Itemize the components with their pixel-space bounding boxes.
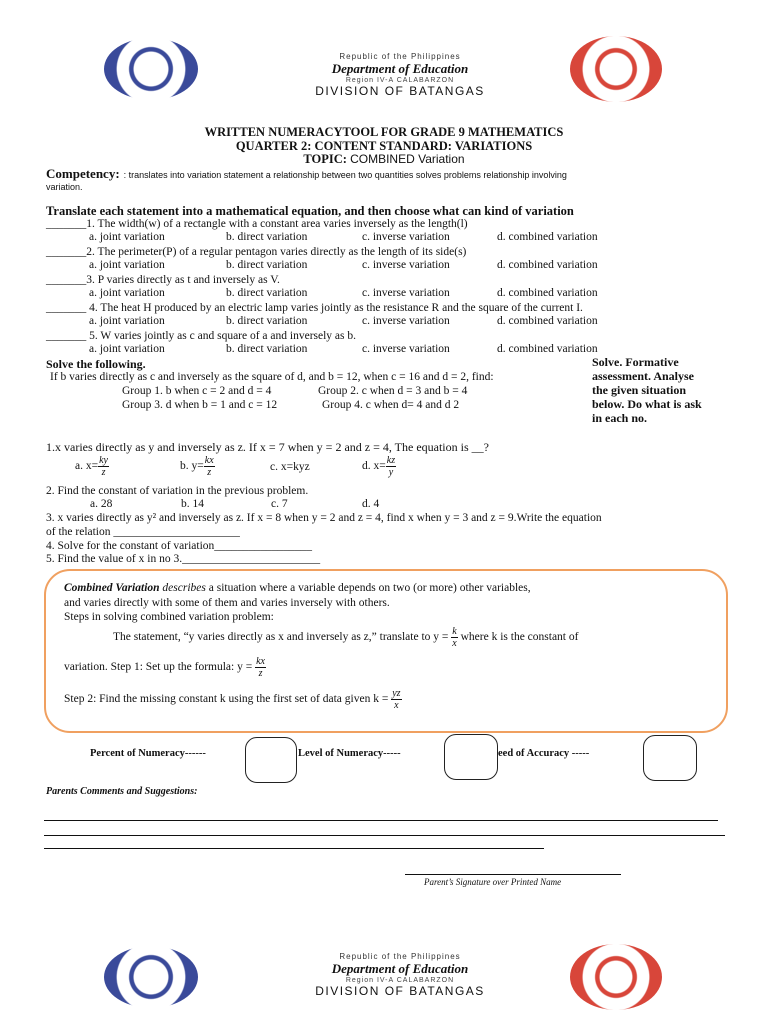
signature-line xyxy=(405,874,621,875)
competency-label: Competency: xyxy=(46,166,120,181)
part1-instruction: Translate each statement into a mathematical equation, and then choose what can kind of variation xyxy=(46,204,574,218)
solve-heading: Solve the following. xyxy=(46,357,146,371)
fraction xyxy=(98,455,109,478)
box-line-3: Steps in solving combined variation problem: xyxy=(64,611,274,623)
numerator: kx xyxy=(204,455,214,466)
numerator: kz xyxy=(386,455,396,466)
part1-option: c. inverse variation xyxy=(362,315,450,327)
q2-option-a: a. 28 xyxy=(90,498,113,510)
part1-question-3: _______3. P varies directly as t and inversely as V. xyxy=(46,274,280,286)
side-note-line: assessment. Analyse xyxy=(592,369,695,383)
comment-line-2 xyxy=(44,835,725,836)
denominator: x xyxy=(452,638,457,649)
box-line-2: and varies directly with some of them and varies inversely with others. xyxy=(64,597,390,609)
box-step2 xyxy=(64,688,402,711)
part1-option: c. inverse variation xyxy=(362,343,450,355)
box-step1 xyxy=(64,656,266,679)
part1-option: b. direct variation xyxy=(226,343,308,355)
denominator: y xyxy=(388,467,394,478)
deped-seal-left-bottom xyxy=(104,946,198,1008)
numerator: yz xyxy=(392,688,401,699)
part1-option: a. joint variation xyxy=(89,231,165,243)
comment-line-3 xyxy=(44,848,544,849)
statement-post: where k is the constant of xyxy=(460,631,579,644)
title-line2: QUARTER 2: CONTENT STANDARD: VARIATIONS xyxy=(235,139,533,153)
fraction xyxy=(255,656,266,679)
part1-option: a. joint variation xyxy=(89,343,165,355)
fraction xyxy=(451,626,457,649)
part1-option: b. direct variation xyxy=(226,231,308,243)
group-3: Group 3. d when b = 1 and c = 12 xyxy=(122,399,278,411)
q2-option-b: b. 14 xyxy=(181,498,204,510)
percent-box xyxy=(245,737,297,783)
group-4: Group 4. c when d= 4 and d 2 xyxy=(322,399,460,411)
q1-option-b xyxy=(180,455,215,478)
denominator: z xyxy=(207,467,212,478)
part1-option: a. joint variation xyxy=(89,259,165,271)
line1-rest: a situation where a variable depends on two (or more) other variables, xyxy=(208,582,531,594)
side-note-line: in each no. xyxy=(592,411,648,425)
division-text: DIVISION OF BATANGAS xyxy=(315,984,485,998)
division-text: DIVISION OF BATANGAS xyxy=(315,84,485,98)
competency-text-2: variation. xyxy=(46,182,83,192)
group-2: Group 2. c when d = 3 and b = 4 xyxy=(318,385,468,397)
parents-label: Parents Comments and Suggestions: xyxy=(46,786,198,797)
numerator: ky xyxy=(99,455,108,466)
topic-label: TOPIC: xyxy=(303,152,347,166)
question-1: 1.x varies directly as y and inversely as z. If x = 7 when y = 2 and z = 4, The equation is __? xyxy=(46,440,489,454)
republic-text: Republic of the Philippines xyxy=(339,952,461,961)
side-note-line: below. Do what is ask xyxy=(592,397,702,411)
option-label: b. y= xyxy=(180,460,204,473)
statement-pre: The statement, “y varies directly as x and inversely as z,” translate to y = xyxy=(113,631,449,644)
part1-option: d. combined variation xyxy=(497,315,598,327)
describes: describes xyxy=(162,582,206,594)
side-note-line: Solve. Formative xyxy=(592,355,679,369)
question-3-cont: of the relation ______________________ xyxy=(46,526,240,538)
numerator: kx xyxy=(256,656,265,667)
numerator: k xyxy=(452,626,457,637)
part1-option: c. inverse variation xyxy=(362,287,450,299)
title-line1: WRITTEN NUMERACYTOOL FOR GRADE 9 MATHEMATICS xyxy=(204,125,564,139)
part1-question-5: _______ 5. W varies jointly as c and square of a and inversely as b. xyxy=(46,330,357,342)
q1-option-a xyxy=(75,455,109,478)
fraction xyxy=(386,455,396,478)
part1-option: d. combined variation xyxy=(497,287,598,299)
step1-pre: variation. Step 1: Set up the formula: y = xyxy=(64,661,253,674)
part1-option: b. direct variation xyxy=(226,315,308,327)
division-seal-right-bottom xyxy=(570,944,662,1010)
signature-label: Parent’s Signature over Printed Name xyxy=(424,877,562,887)
part1-option: c. inverse variation xyxy=(362,231,450,243)
part1-option: a. joint variation xyxy=(89,287,165,299)
solve-problem: If b varies directly as c and inversely as the square of d, and b = 12, when c = 16 and d = 2, find: xyxy=(50,371,494,383)
part1-question-4: _______ 4. The heat H produced by an electric lamp varies jointly as the resistance R and the square of the current I. xyxy=(46,302,583,314)
speed-label: eed of Accuracy ----- xyxy=(498,748,590,759)
q2-option-d: d. 4 xyxy=(362,498,380,510)
fraction xyxy=(391,688,401,711)
division-seal-right xyxy=(570,36,662,102)
deped-seal-left xyxy=(104,38,198,100)
republic-text: Republic of the Philippines xyxy=(339,52,461,61)
denominator: z xyxy=(258,668,263,679)
fraction xyxy=(204,455,215,478)
box-line-1 xyxy=(64,582,531,594)
denominator: x xyxy=(394,700,399,711)
side-note-line: the given situation xyxy=(592,383,687,397)
question-2: 2. Find the constant of variation in the previous problem. xyxy=(46,485,309,497)
part1-question-2: _______2. The perimeter(P) of a regular pentagon varies directly as the length of its side(s) xyxy=(46,246,467,258)
box-statement xyxy=(113,626,578,649)
part1-option: d. combined variation xyxy=(497,343,598,355)
percent-label: Percent of Numeracy------ xyxy=(90,748,206,759)
department-text: Department of Education xyxy=(331,961,469,976)
comment-line-1 xyxy=(44,820,718,821)
region-text: Region IV-A CALABARZON xyxy=(345,977,455,984)
denominator: z xyxy=(101,467,106,478)
department-text: Department of Education xyxy=(331,61,469,76)
option-label: d. x= xyxy=(362,460,386,473)
side-note xyxy=(592,355,702,425)
part1-option: c. inverse variation xyxy=(362,259,450,271)
part1-option: b. direct variation xyxy=(226,287,308,299)
question-5: 5. Find the value of x in no 3.________________________ xyxy=(46,553,321,565)
question-4: 4. Solve for the constant of variation_________________ xyxy=(46,540,313,552)
group-1: Group 1. b when c = 2 and d = 4 xyxy=(122,385,272,397)
part1-option: d. combined variation xyxy=(497,231,598,243)
competency xyxy=(46,165,736,192)
term: Combined Variation xyxy=(64,582,160,594)
q2-option-c: c. 7 xyxy=(271,498,288,510)
topic-value: COMBINED Variation xyxy=(350,152,465,166)
competency-text: : translates into variation statement a relationship between two quantities solves problems relationship involving xyxy=(123,170,567,180)
region-text: Region IV-A CALABARZON xyxy=(345,77,455,84)
option-label: a. x= xyxy=(75,460,99,473)
speed-box xyxy=(643,735,697,781)
level-box xyxy=(444,734,498,780)
footer-header-block xyxy=(250,952,550,998)
part1-option: b. direct variation xyxy=(226,259,308,271)
part1-question-1: _______1. The width(w) of a rectangle with a constant area varies inversely as the length(l) xyxy=(46,218,468,230)
step2-pre: Step 2: Find the missing constant k using the first set of data given k = xyxy=(64,693,389,706)
header-block xyxy=(250,52,550,98)
question-3: 3. x varies directly as y² and inversely as z. If x = 8 when y = 2 and z = 4, find x when y = 3 and z = 9.Write the equation xyxy=(46,512,602,524)
part1-option: a. joint variation xyxy=(89,315,165,327)
q1-option-d xyxy=(362,455,396,478)
q1-option-c: c. x=kyz xyxy=(270,461,310,473)
level-label: Level of Numeracy----- xyxy=(298,748,401,759)
part1-option: d. combined variation xyxy=(497,259,598,271)
